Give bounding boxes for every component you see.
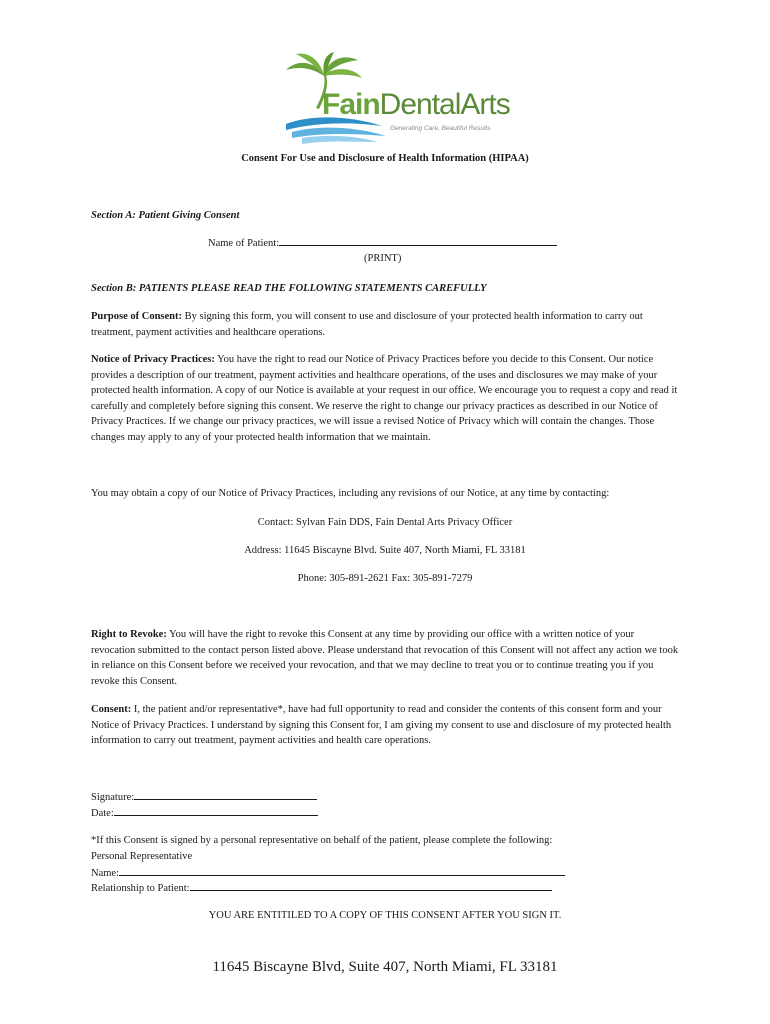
representative-heading: Personal Representative: [91, 851, 193, 862]
signature-line[interactable]: [134, 789, 317, 800]
consent-label: Consent:: [91, 704, 132, 715]
signature-label: Signature:: [91, 792, 135, 803]
print-label: (PRINT): [364, 253, 402, 264]
logo-wordmark: [322, 90, 510, 120]
purpose-label: Purpose of Consent:: [91, 311, 182, 322]
contact-line: Contact: Sylvan Fain DDS, Fain Dental Arts Privacy Officer: [257, 517, 513, 528]
revoke-text: You will have the right to revoke this Consent at any time by providing our office with a written notice of your revocation submitted to the contact person listed above. Please understand that revocation of this Consent will not affect any action we took in reliance on this Consent before we received your revocation, and that we may decline to treat you or to continue treating you if you revoke this Consent.: [91, 629, 679, 687]
representative-name-line[interactable]: [119, 865, 565, 876]
obtain-notice-text: You may obtain a copy of our Notice of Privacy Practices, including any revisions of our Notice, at any time by contacting:: [91, 488, 610, 499]
revoke-label: Right to Revoke:: [91, 629, 167, 640]
privacy-label: Notice of Privacy Practices:: [91, 354, 215, 365]
section-a-heading: Section A: Patient Giving Consent: [91, 210, 240, 221]
copy-notice: YOU ARE ENTITILED TO A COPY OF THIS CONSENT AFTER YOU SIGN IT.: [208, 910, 562, 921]
revoke-paragraph: [91, 627, 681, 689]
section-b-heading: Section B: PATIENTS PLEASE READ THE FOLLOWING STATEMENTS CAREFULLY: [91, 283, 487, 294]
signature-field[interactable]: [91, 789, 317, 806]
relationship-label: Relationship to Patient:: [91, 883, 190, 894]
logo-name-dentalarts: DentalArts: [379, 88, 510, 121]
consent-text: I, the patient and/or representative*, have had full opportunity to read and consider the contents of this consent form and your Notice of Privacy Practices. I understand by signing this Consent for, I am giving my consent to use and disclosure of my protected health information to carry out treatment, payment activities and health care operations.: [91, 704, 672, 746]
consent-paragraph: [91, 702, 681, 749]
purpose-paragraph: [91, 309, 681, 340]
fain-dental-arts-logo: [282, 52, 510, 144]
privacy-paragraph: [91, 352, 681, 445]
representative-name-label: Name:: [91, 868, 119, 879]
privacy-text: You have the right to read our Notice of Privacy Practices before you decide to this Consent. Our notice provides a description of our treatment, payment activities and healthcare operations, of the uses and disclosures we may make of your protected health information. A copy of our Notice is available at your request in our office. We encourage you to request a copy and read it carefully and completely before signing this consent. We reserve the right to change our privacy practices as described in our Notice of Privacy Practices. If we change our privacy practices, we will issue a revised Notice of Privacy which will contain the changes. Those changes may apply to any of your protected health information that we maintain.: [91, 354, 678, 443]
patient-name-line[interactable]: [279, 235, 557, 246]
logo-tagline: Generating Care, Beautiful Results: [390, 125, 491, 132]
representative-note: *If this Consent is signed by a personal representative on behalf of the patient, please complete the following:: [91, 835, 553, 846]
relationship-line[interactable]: [190, 880, 552, 891]
patient-name-label: Name of Patient:: [208, 238, 280, 249]
purpose-text: By signing this form, you will consent to use and disclosure of your protected health information to carry out treatment, payment activities and healthcare operations.: [91, 311, 643, 338]
form-title: Consent For Use and Disclosure of Health Information (HIPAA): [241, 153, 529, 164]
patient-name-field[interactable]: [208, 235, 557, 252]
date-field[interactable]: [91, 805, 318, 822]
logo-name-fain: Fain: [322, 88, 380, 121]
footer-address: 11645 Biscayne Blvd, Suite 407, North Miami, FL 33181: [212, 959, 558, 975]
address-line: Address: 11645 Biscayne Blvd. Suite 407, North Miami, FL 33181: [244, 545, 526, 556]
relationship-field[interactable]: [91, 880, 552, 897]
date-line[interactable]: [114, 805, 318, 816]
phone-line: Phone: 305-891-2621 Fax: 305-891-7279: [297, 573, 473, 584]
date-label: Date:: [91, 808, 114, 819]
